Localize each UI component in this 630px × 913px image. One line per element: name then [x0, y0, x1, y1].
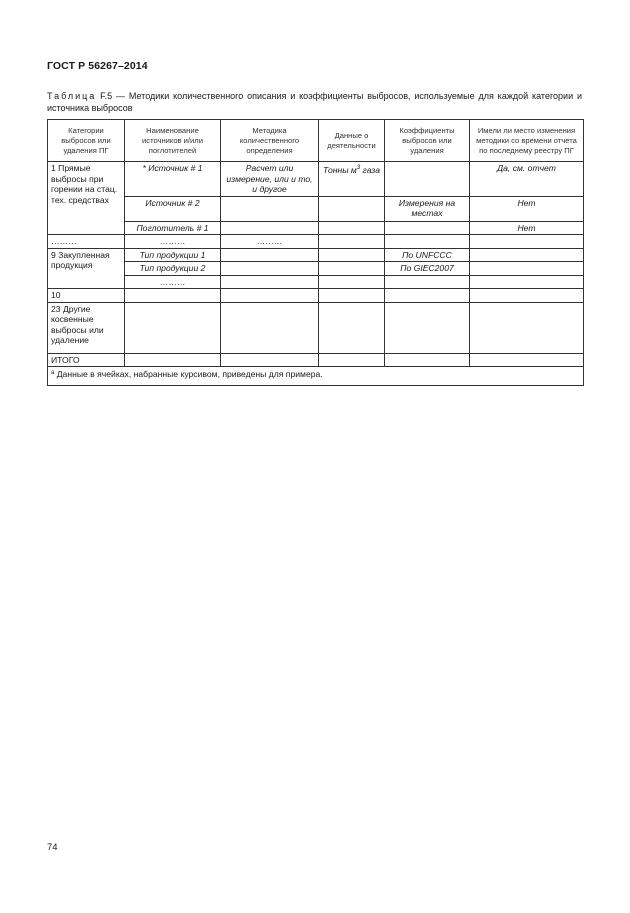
footnote-marker: a [51, 370, 55, 376]
coefficient-cell [385, 162, 470, 197]
coefficient-cell [385, 353, 470, 367]
method-cell: ……… [221, 235, 319, 249]
activity-suffix: газа [360, 164, 380, 175]
source-cell: ……… [125, 275, 221, 289]
header-changes: Имели ли место изменения методики со времени отчета по последнему реестру ПГ [470, 120, 584, 162]
method-cell [221, 248, 319, 262]
document-code: ГОСТ Р 56267–2014 [47, 60, 148, 72]
method-cell [221, 196, 319, 221]
category-cell: 1 Прямые выбросы при горении на стац. тех. средствах [48, 162, 125, 235]
table-row [48, 262, 584, 276]
changes-cell [470, 235, 584, 249]
source-cell: Тип продукции 2 [125, 262, 221, 276]
source-cell [125, 289, 221, 303]
activity-cell [319, 353, 385, 367]
activity-text: Тонны м [323, 164, 357, 175]
activity-cell [319, 162, 385, 197]
table-row [48, 302, 584, 353]
table-footnote [48, 367, 584, 386]
activity-cell [319, 221, 385, 235]
table-row [48, 289, 584, 303]
activity-cell [319, 289, 385, 303]
source-cell: ……… [125, 235, 221, 249]
activity-cell [319, 262, 385, 276]
method-cell [221, 353, 319, 367]
table-row [48, 275, 584, 289]
activity-cell [319, 235, 385, 249]
changes-cell [470, 353, 584, 367]
table-row [48, 221, 584, 235]
source-cell: Тип продукции 1 [125, 248, 221, 262]
source-cell [125, 302, 221, 353]
activity-cell [319, 248, 385, 262]
method-cell [221, 289, 319, 303]
method-cell [221, 302, 319, 353]
source-cell: * Источник # 1 [125, 162, 221, 197]
source-cell: Источник # 2 [125, 196, 221, 221]
activity-cell [319, 302, 385, 353]
category-cell: 23 Другие косвенные выбросы или удаление [48, 302, 125, 353]
header-category: Категории выбросов или удаления ПГ [48, 120, 125, 162]
table-row [48, 235, 584, 249]
changes-cell: Нет [470, 221, 584, 235]
table-caption-label: Таблица [47, 91, 97, 101]
method-cell [221, 221, 319, 235]
changes-cell [470, 275, 584, 289]
table-row [48, 248, 584, 262]
header-method: Методика количественного определения [221, 120, 319, 162]
coefficient-cell: По UNFCCC [385, 248, 470, 262]
changes-cell: Нет [470, 196, 584, 221]
emissions-methods-table [47, 119, 584, 386]
coefficient-cell [385, 275, 470, 289]
coefficient-cell: По GIEC2007 [385, 262, 470, 276]
method-cell [221, 262, 319, 276]
header-activity: Данные о деятельности [319, 120, 385, 162]
category-cell: ……… [48, 235, 125, 249]
source-cell [125, 353, 221, 367]
table-footnote-row [48, 367, 584, 386]
changes-cell: Да, см. отчет [470, 162, 584, 197]
header-coefficient: Коэффициенты выбросов или удаления [385, 120, 470, 162]
activity-superscript: 3 [356, 165, 361, 171]
table-row [48, 162, 584, 197]
header-source: Наименование источников и/или поглотителей [125, 120, 221, 162]
category-cell: ИТОГО [48, 353, 125, 367]
coefficient-cell [385, 221, 470, 235]
coefficient-cell [385, 302, 470, 353]
coefficient-cell [385, 289, 470, 303]
footnote-text: Данные в ячейках, набранные курсивом, приведены для примера. [56, 369, 323, 379]
table-caption [47, 90, 582, 114]
activity-cell [319, 196, 385, 221]
changes-cell [470, 289, 584, 303]
table-caption-text: F.5 — Методики количественного описания и коэффициенты выбросов, используемые для каждой категории и источника выбросов [47, 91, 582, 113]
method-cell: Расчет или измерение, или и то, и другое [221, 162, 319, 197]
method-cell [221, 275, 319, 289]
category-cell: 9 Закупленная продукция [48, 248, 125, 289]
coefficient-cell [385, 235, 470, 249]
page-number: 74 [47, 842, 58, 853]
table-row [48, 353, 584, 367]
source-cell: Поглотитель # 1 [125, 221, 221, 235]
changes-cell [470, 302, 584, 353]
changes-cell [470, 262, 584, 276]
activity-cell [319, 275, 385, 289]
category-cell: 10 [48, 289, 125, 303]
table-header-row [48, 120, 584, 162]
table-row [48, 196, 584, 221]
changes-cell [470, 248, 584, 262]
coefficient-cell: Измерения на местах [385, 196, 470, 221]
